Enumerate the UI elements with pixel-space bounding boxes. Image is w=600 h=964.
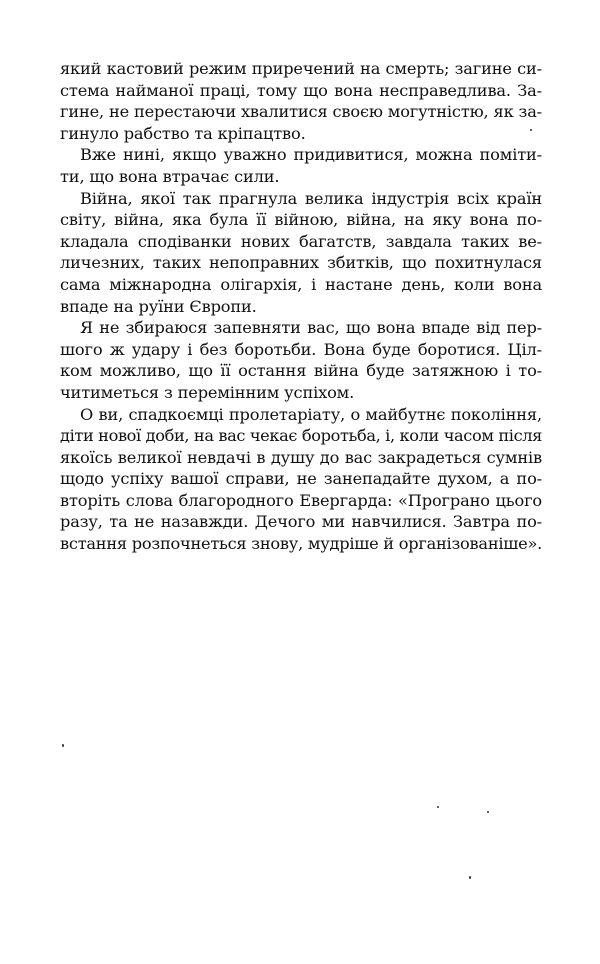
text-line: гинуло рабство та кріпацтво. <box>60 123 306 143</box>
text-line: щодо успіху вашої справи, не занепадайте духом, а по- <box>60 469 542 489</box>
text-line: сама міжнародна олігархія, і настане день, коли вона <box>60 274 542 294</box>
paragraph-5 <box>60 404 542 555</box>
scan-speck <box>487 811 489 813</box>
text-line: діти нової доби, на вас чекає боротьба, і, коли часом після <box>60 426 542 446</box>
text-line: вторіть слова благородного Евергарда: «Програно цього <box>60 490 542 510</box>
text-line: личезних, таких непоправних збитків, що похитнулася <box>60 253 542 273</box>
text-line: ком можливо, що її остання війна буде затяжною і то- <box>60 361 542 381</box>
scan-speck <box>469 876 471 879</box>
text-line: ти, що вона втрачає сили. <box>60 166 280 186</box>
text-line: О ви, спадкоємці пролетаріату, о майбутнє покоління, <box>80 404 542 424</box>
text-line: разу, та не назавжди. Дечого ми навчилися. Завтра по- <box>60 512 542 532</box>
text-line: стема найманої праці, тому що вона несправедлива. За- <box>60 80 542 100</box>
text-line: гине, не перестаючи хвалитися своєю могутністю, як за- <box>60 102 542 122</box>
paragraph-4 <box>60 317 542 403</box>
scan-speck <box>530 129 532 131</box>
scan-speck <box>437 806 439 808</box>
text-line: світу, війна, яка була її війною, війна, на яку вона по- <box>60 210 542 230</box>
scan-speck <box>62 744 64 747</box>
page-text <box>60 58 542 555</box>
text-line: Вже нині, якщо уважно придивитися, можна поміти- <box>80 145 542 165</box>
text-line: кладала сподіванки нових багатств, завдала таких ве- <box>60 231 542 251</box>
text-line: встання розпочнеться знову, мудріше й організованіше». <box>60 534 542 554</box>
text-line: Війна, якої так прагнула велика індустрія всіх країн <box>80 188 542 208</box>
text-line: впаде на руїни Європи. <box>60 296 257 316</box>
text-line: якоїсь великої невдачі в душу до вас закрадеться сумнів <box>60 447 542 467</box>
text-line: читиметься з перемінним успіхом. <box>60 382 355 402</box>
paragraph-3 <box>60 188 542 318</box>
paragraph-1 <box>60 58 542 144</box>
text-line: шого ж удару і без боротьби. Вона буде боротися. Ціл- <box>60 339 542 359</box>
paragraph-2 <box>60 144 542 187</box>
text-line: Я не збираюся запевняти вас, що вона впаде від пер- <box>80 318 542 338</box>
text-line: який кастовий режим приречений на смерть; загине си- <box>60 59 542 78</box>
